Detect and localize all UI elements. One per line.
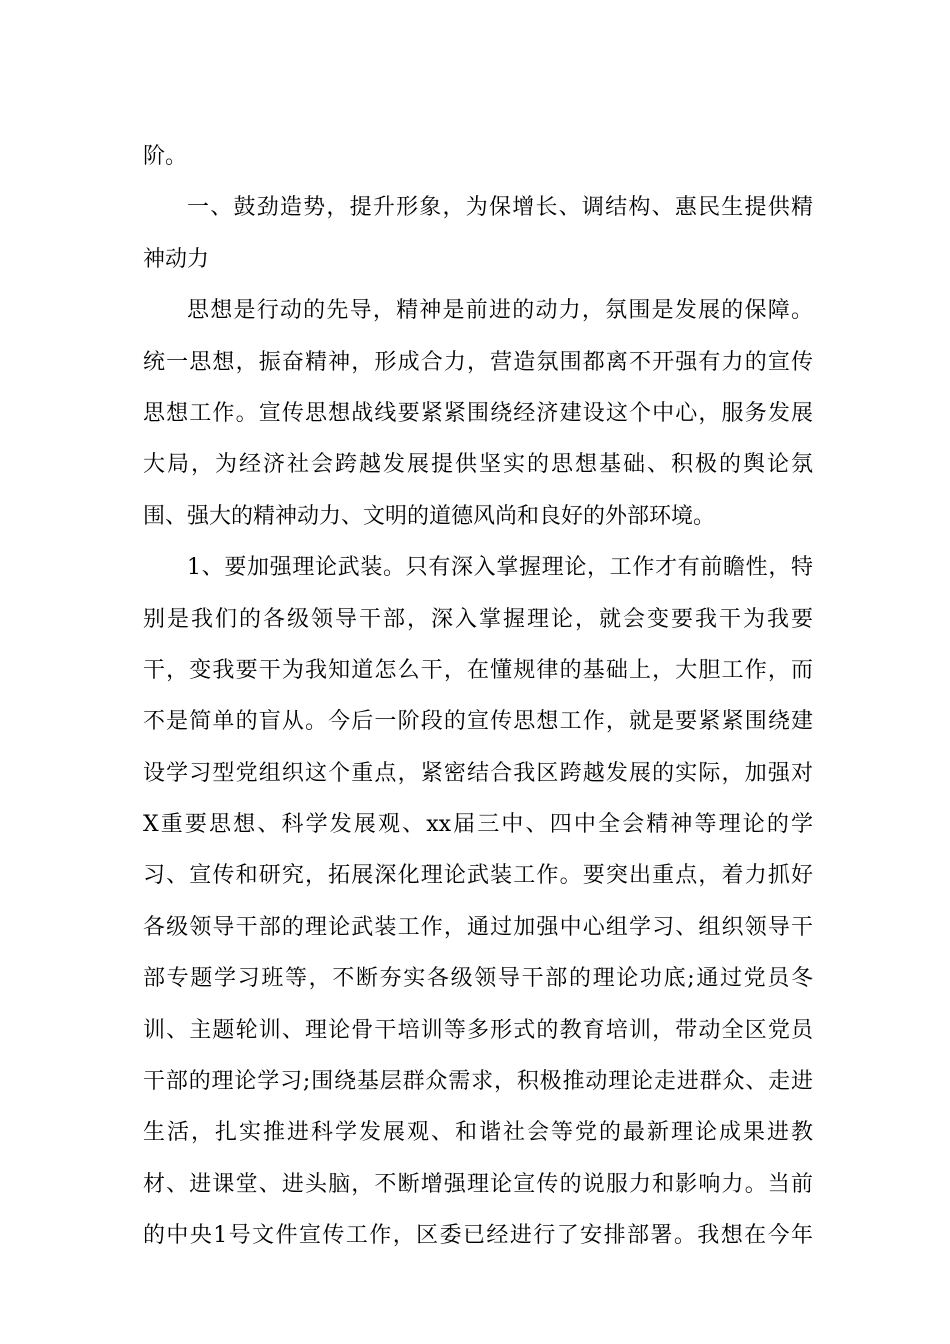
text-line: 训、主题轮训、理论骨干培训等多形式的教育培训，带动全区党员 — [143, 1017, 813, 1043]
text-line: 材、进课堂、进头脑，不断增强理论宣传的说服力和影响力。当前 — [143, 1171, 813, 1197]
text-line: 阶。 — [143, 144, 188, 169]
text-line: 思想工作。宣传思想战线要紧紧围绕经济建设这个中心，服务发展 — [143, 400, 813, 426]
text-line: 围、强大的精神动力、文明的道德风尚和良好的外部环境。 — [143, 503, 716, 529]
text-line: X重要思想、科学发展观、xx届三中、四中全会精神等理论的学 — [143, 812, 813, 838]
text-line: 思想是行动的先导，精神是前进的动力，氛围是发展的保障。 — [187, 298, 813, 324]
text-line: 干，变我要干为我知道怎么干，在懂规律的基础上，大胆工作，而 — [143, 657, 813, 683]
text-line: 部专题学习班等，不断夯实各级领导干部的理论功底;通过党员冬 — [143, 966, 813, 992]
text-line: 神动力 — [143, 246, 210, 272]
text-line: 别是我们的各级领导干部，深入掌握理论，就会变要我干为我要 — [143, 606, 813, 632]
text-line: 不是简单的盲从。今后一阶段的宣传思想工作，就是要紧紧围绕建 — [143, 709, 813, 735]
text-line: 大局，为经济社会跨越发展提供坚实的思想基础、积极的舆论氛 — [143, 452, 813, 478]
text-line: 统一思想，振奋精神，形成合力，营造氛围都离不开强有力的宣传 — [143, 349, 813, 375]
text-line: 干部的理论学习;围绕基层群众需求，积极推动理论走进群众、走进 — [143, 1069, 813, 1095]
text-line: 的中央1号文件宣传工作，区委已经进行了安排部署。我想在今年 — [143, 1223, 813, 1249]
text-line: 1、要加强理论武装。只有深入掌握理论，工作才有前瞻性，特 — [187, 555, 813, 581]
text-line: 习、宣传和研究，拓展深化理论武装工作。要突出重点，着力抓好 — [143, 863, 813, 889]
text-line: 各级领导干部的理论武装工作，通过加强中心组学习、组织领导干 — [143, 914, 813, 940]
document-body — [143, 131, 813, 1262]
text-line: 设学习型党组织这个重点，紧密结合我区跨越发展的实际，加强对 — [143, 760, 813, 786]
text-line: 生活，扎实推进科学发展观、和谐社会等党的最新理论成果进教 — [143, 1120, 813, 1146]
text-line: 一、鼓劲造势，提升形象，为保增长、调结构、惠民生提供精 — [187, 195, 813, 221]
